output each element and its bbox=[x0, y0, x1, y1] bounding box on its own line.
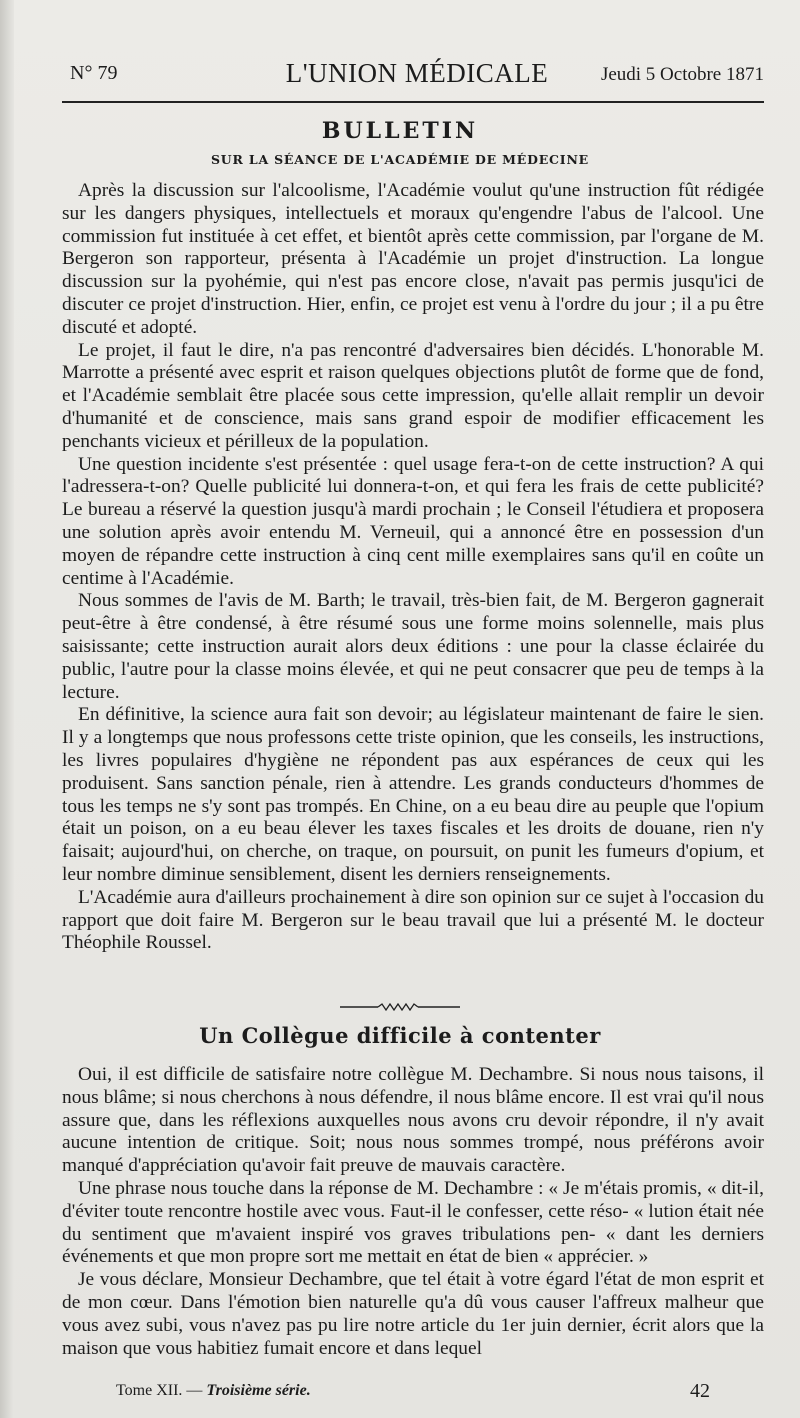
article-title: Un Collègue difficile à contenter bbox=[199, 1023, 601, 1048]
article-paragraph: Je vous déclare, Monsieur Dechambre, que tel était à votre égard l'état de mon esprit et de mon cœur. Dans l'émotion bien naturelle qu'a dû vous causer l'affreux malheur que vous avez subi, vous n'avez pas pu lire notre article du 1er juin dernier, écrit alors que la maison que vous habitiez fumait encore et dans lequel bbox=[62, 1269, 764, 1359]
bulletin-paragraph: L'Académie aura d'ailleurs prochainement à dire son opinion sur ce sujet à l'occasion du rapport que doit faire M. Bergeron sur le beau travail que lui a présenté M. le docteur Théophile Roussel. bbox=[62, 886, 764, 954]
section-divider bbox=[340, 1003, 460, 1011]
issue-date: Jeudi 5 Octobre 1871 bbox=[600, 64, 764, 85]
bulletin-paragraph: En définitive, la science aura fait son devoir; au législateur maintenant de faire le sien. Il y a longtemps que nous professons cette triste opinion, que les conseils, les instructions, les livres populaires d'hygiène ne répondent pas aux espérances de ceux qui les produisent. Sans sanction pénale, rien à attendre. Les grands conducteurs d'hommes de tous les temps ne s'y sont pas trompés. En Chine, on a eu beau dire au peuple que l'opium était un poison, on a eu beau élever les taxes fiscales et les droits de douane, rien n'y faisait; aujourd'hui, on cherche, on traque, on poursuit, on punit les fumeurs d'opium, et leur nombre diminue sensiblement, disent les derniers renseignements. bbox=[62, 704, 764, 885]
footer-serie: Troisième série. bbox=[206, 1382, 311, 1399]
page-footer bbox=[116, 1382, 710, 1406]
footer-tome: Tome XII. — bbox=[116, 1382, 203, 1399]
footer-volume bbox=[116, 1382, 311, 1400]
bulletin-paragraph: Une question incidente s'est présentée : quel usage fera-t-on de cette instruction? A qui l'adressera-t-on? Quelle publicité lui donnera-t-on, et qui fera les frais de cette publicité? Le bureau a réservé la question jusqu'à mardi prochain ; le Conseil l'étudiera et proposera une solution après avoir entendu M. Verneuil, qui a annoncé être en possession d'un moyen de répandre cette instruction à cinq cent mille exemplaires sans qu'il en coûte un centime à l'Académie. bbox=[62, 453, 764, 589]
page-number: 42 bbox=[690, 1380, 710, 1402]
article-body bbox=[62, 1064, 764, 1360]
journal-title: L'UNION MÉDICALE bbox=[285, 58, 549, 88]
bulletin-paragraph: Après la discussion sur l'alcoolisme, l'Académie voulut qu'une instruction fût rédigée sur les dangers physiques, intellectuels et moraux qu'engendre l'abus de l'alcool. Une commission fut instituée à cet effet, et bientôt après cette commission, par l'organe de M. Bergeron son rapporteur, présenta à l'Académie un projet d'instruction. La longue discussion sur la pyohémie, qui n'est pas encore close, n'avait pas permis jusqu'ici de discuter ce projet d'instruction. Hier, enfin, ce projet est venu à l'ordre du jour ; il a pu être discuté et adopté. bbox=[62, 180, 764, 338]
masthead bbox=[70, 58, 764, 94]
page-edge bbox=[0, 0, 14, 1418]
bulletin-subtitle: SUR LA SÉANCE DE L'ACADÉMIE DE MÉDECINE bbox=[210, 152, 590, 167]
issue-number: N° 79 bbox=[70, 62, 118, 84]
bulletin-title: BULLETIN bbox=[321, 118, 479, 144]
bulletin-body bbox=[62, 180, 764, 955]
article-paragraph: Oui, il est difficile de satisfaire notre collègue M. Dechambre. Si nous nous taisons, il nous blâme; si nous cherchons à nous défendre, il nous blâme encore. Il est vrai qu'il nous assure que, dans les réflexions auxquelles nous avons cru devoir répondre, il n'y avait aucune intention de critique. Soit; nous nous sommes trompé, nous préférons avoir manqué d'appréciation qu'avoir fait preuve de mauvais caractère. bbox=[62, 1064, 764, 1177]
masthead-rule bbox=[62, 101, 764, 103]
bulletin-paragraph: Nous sommes de l'avis de M. Barth; le travail, très-bien fait, de M. Bergeron gagnerait peut-être à être condensé, à être résumé sous une forme moins solennelle, mais plus saisissante; cette instruction aurait alors deux éditions : une pour la classe éclairée du public, l'autre pour la classe moins élevée, et qui ne peut consacrer que peu de temps à la lecture. bbox=[62, 590, 764, 703]
article-paragraph: Une phrase nous touche dans la réponse de M. Dechambre : « Je m'étais promis, « dit-il, d'éviter toute rencontre hostile avec vous. Faut-il le confesser, cette réso- « lution était née du sentiment que m'avaient inspiré vos graves tribulations pen- « dant les derniers événements et que mon propre sort me mettait en état de bien « apprécier. » bbox=[62, 1177, 764, 1268]
bulletin-paragraph: Le projet, il faut le dire, n'a pas rencontré d'adversaires bien décidés. L'honorable M. Marrotte a présenté avec esprit et raison quelques objections plutôt de forme que de fond, et l'Académie semblait être placée sous cette impression, qu'elle allait remplir un devoir d'humanité et de conscience, mais sans grand espoir de modifier efficacement les penchants vicieux et périlleux de la population. bbox=[62, 339, 764, 452]
